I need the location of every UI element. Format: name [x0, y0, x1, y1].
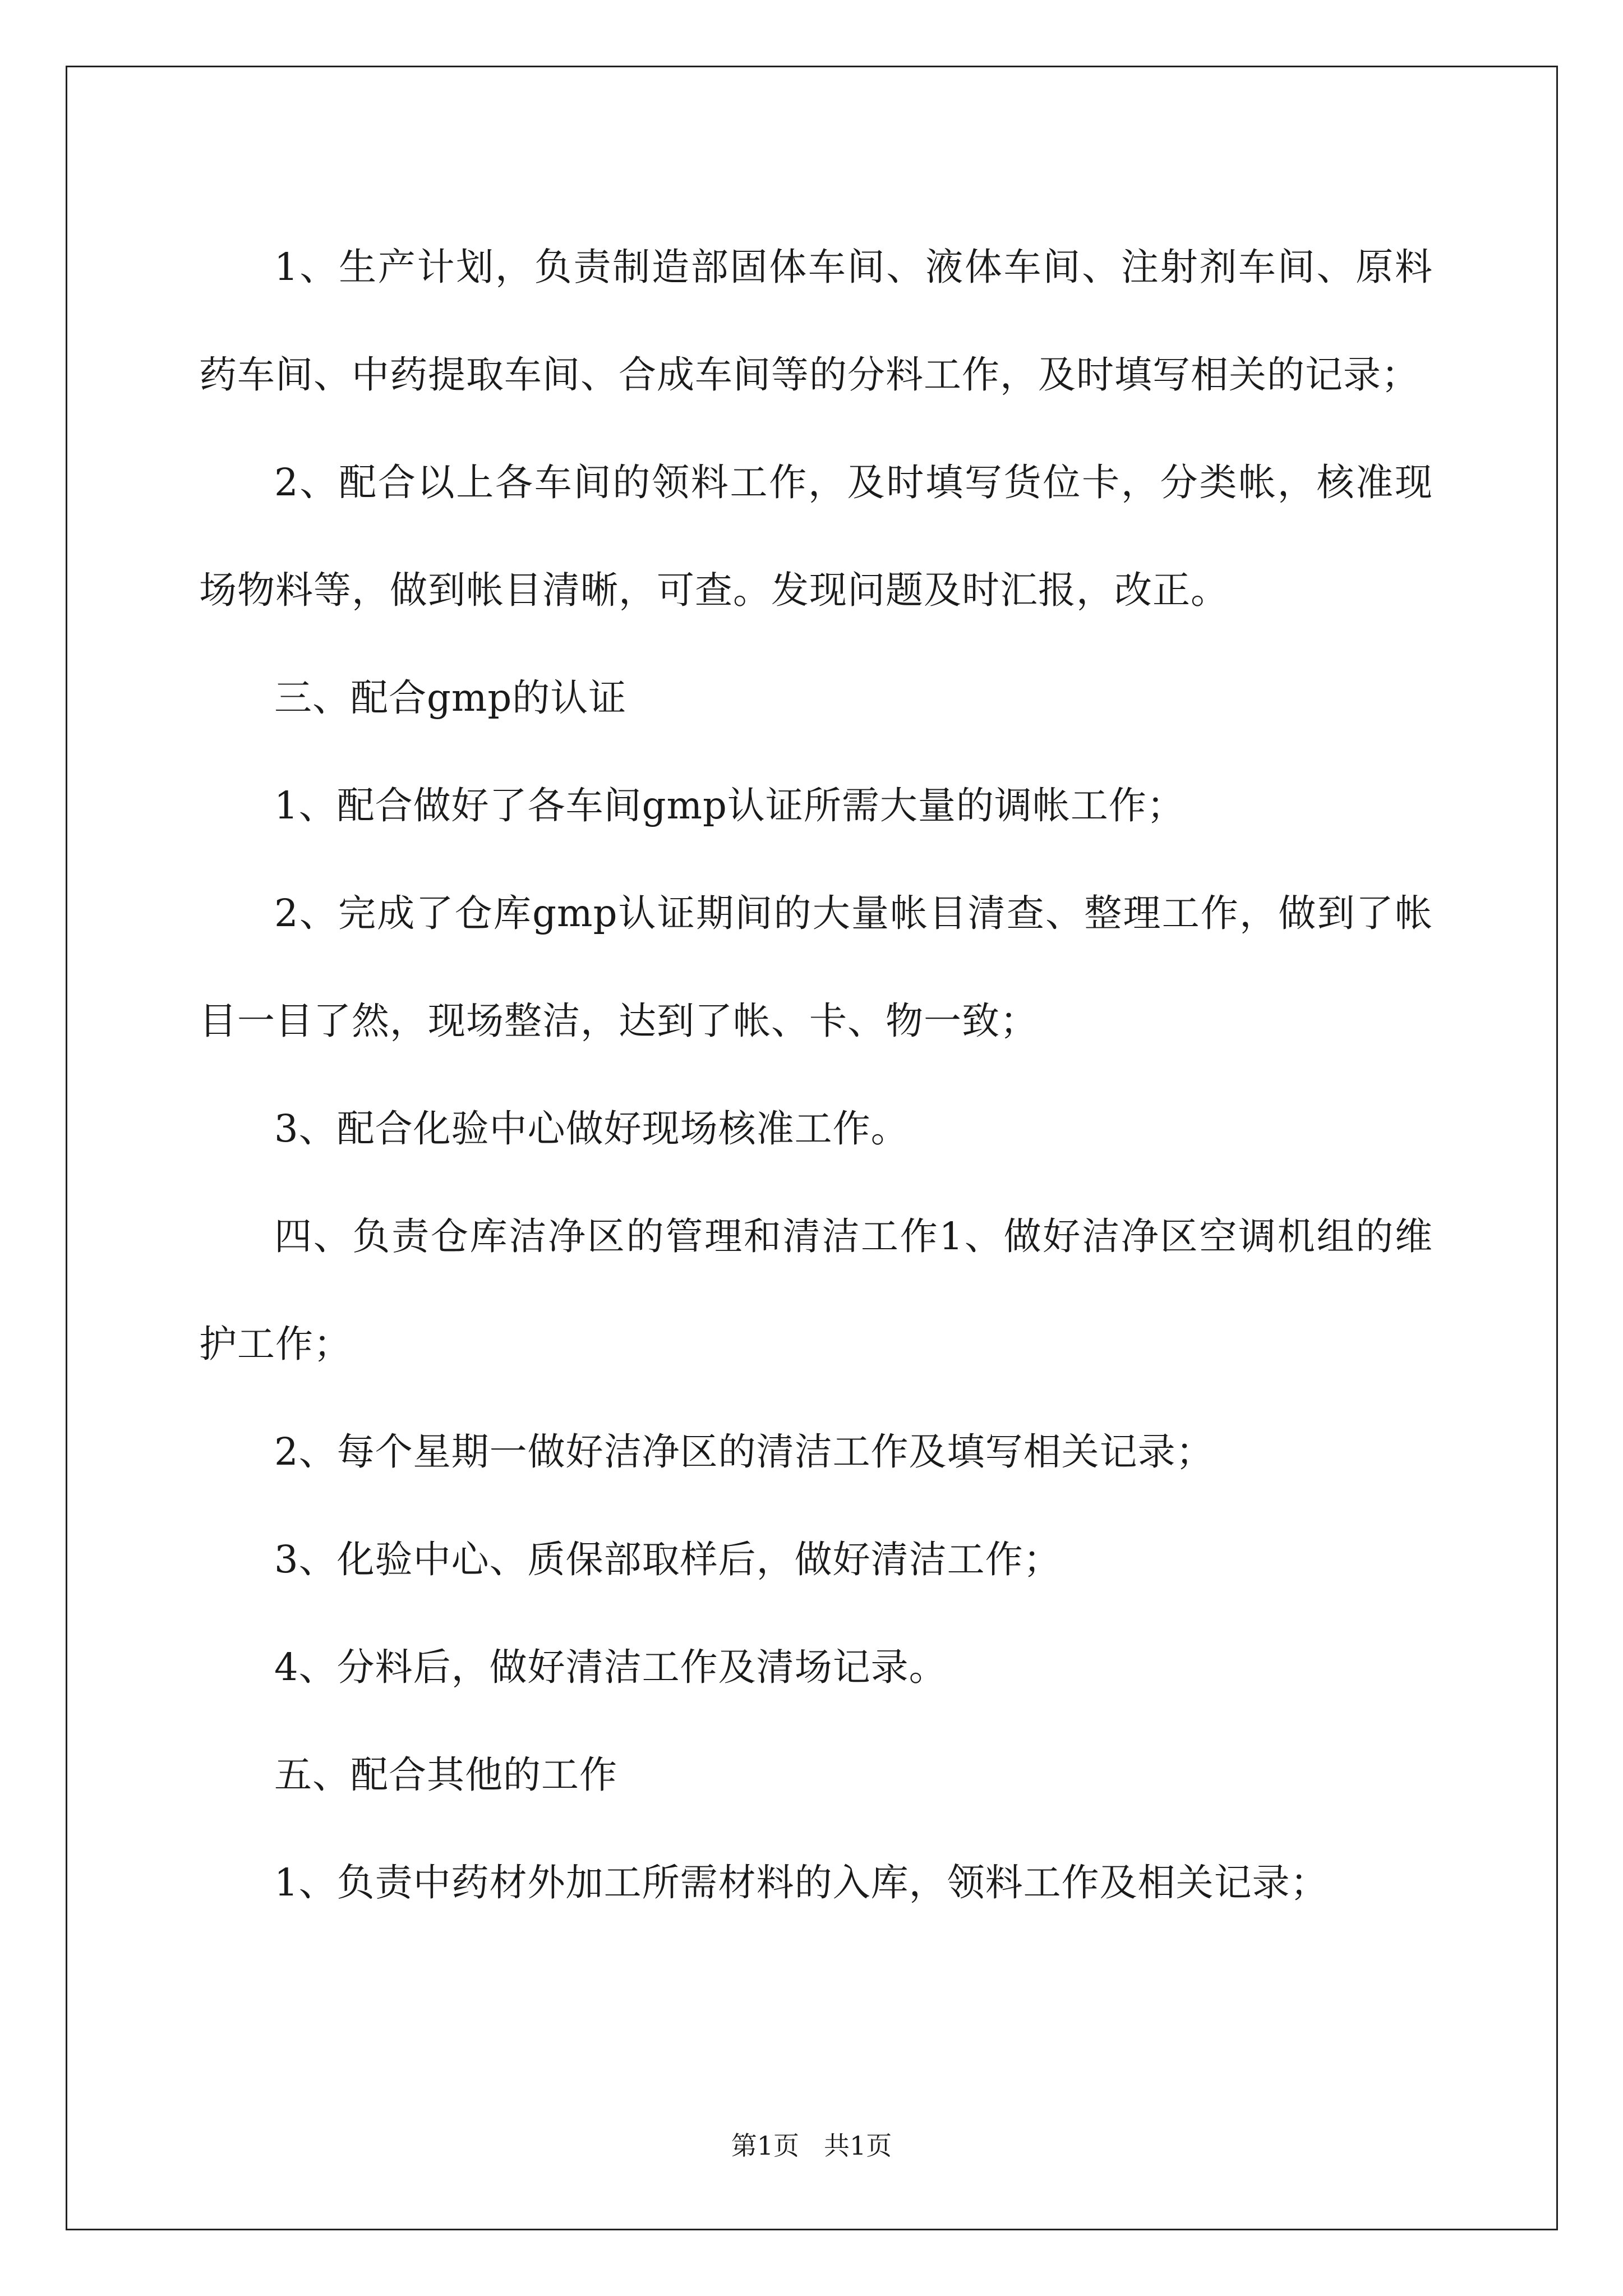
section-heading: 四、负责仓库洁净区的管理和清洁工作1、做好洁净区空调机组的维护工作；	[199, 1214, 1433, 1366]
section-heading: 五、配合其他的工作	[274, 1753, 617, 1797]
page-number: 第1页	[731, 2131, 800, 2161]
section-heading: 三、配合gmp的认证	[274, 676, 627, 720]
document-body	[199, 213, 1433, 1936]
paragraph: 1、生产计划，负责制造部固体车间、液体车间、注射剂车间、原料药车间、中药提取车间、合成车间等的分料工作，及时填写相关的记录；	[199, 245, 1433, 397]
paragraph: 2、完成了仓库gmp认证期间的大量帐目清查、整理工作，做到了帐目一目了然，现场整洁，达到了帐、卡、物一致；	[199, 891, 1433, 1043]
paragraph: 1、配合做好了各车间gmp认证所需大量的调帐工作；	[274, 784, 1185, 827]
paragraph: 2、配合以上各车间的领料工作，及时填写货位卡，分类帐，核准现场物料等，做到帐目清晰，可查。发现问题及时汇报，改正。	[199, 461, 1433, 612]
paragraph: 3、配合化验中心做好现场核准工作。	[274, 1107, 909, 1151]
page-footer	[0, 2129, 1623, 2162]
paragraph: 1、负责中药材外加工所需材料的入库，领料工作及相关记录；	[274, 1861, 1329, 1904]
paragraph: 4、分料后，做好清洁工作及清场记录。	[274, 1645, 947, 1689]
paragraph: 2、每个星期一做好洁净区的清洁工作及填写相关记录；	[274, 1430, 1214, 1474]
page-total: 共1页	[823, 2131, 892, 2161]
paragraph: 3、化验中心、质保部取样后，做好清洁工作；	[274, 1538, 1062, 1581]
